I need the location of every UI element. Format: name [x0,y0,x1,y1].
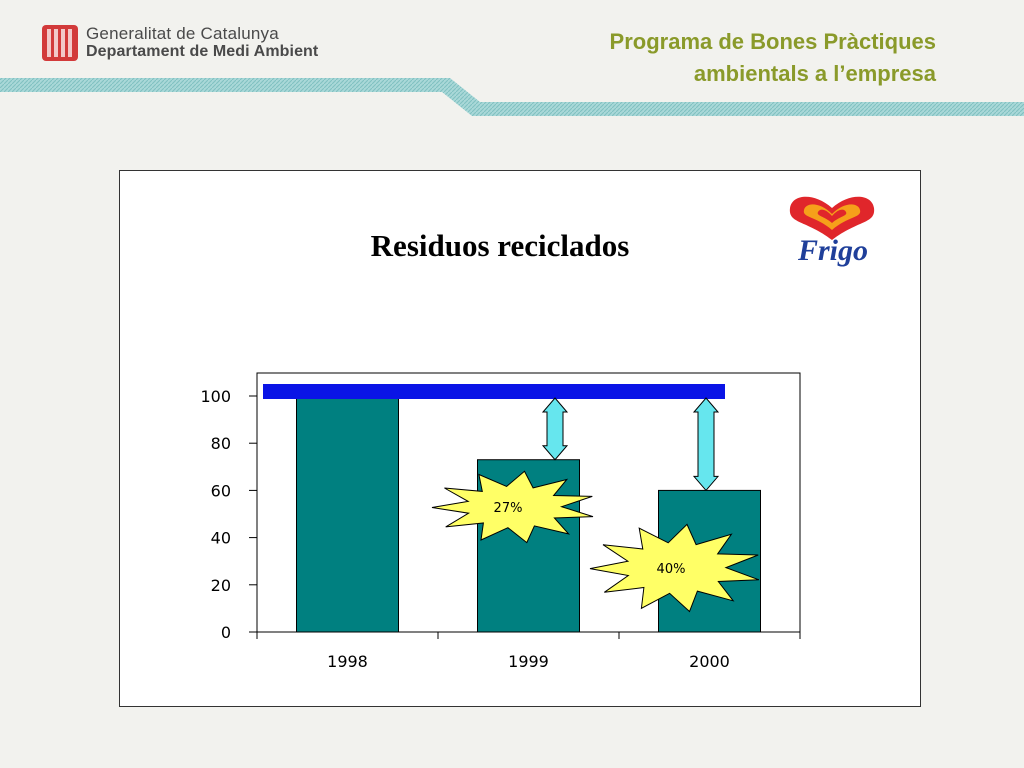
generalitat-name: Generalitat de Catalunya [86,24,279,43]
chart-title: Residuos reciclados [370,228,630,263]
department-name: Departament de Medi Ambient [86,43,319,60]
y-tick-label: 20 [210,575,231,595]
x-tick-label: 1999 [508,652,549,671]
y-tick-label: 40 [210,528,231,548]
x-tick-label: 1998 [327,652,368,671]
program-title-line2: ambientals a l’empresa [693,61,936,86]
bar-1998 [297,396,399,632]
callout-label-2000: 40% [656,562,686,577]
y-tick-label: 100 [200,387,231,406]
reduction-arrow-1999 [543,398,567,460]
y-tick-label: 0 [220,623,231,642]
program-title-line1: Programa de Bones Pràctiques [609,29,936,54]
brand-name: Frigo [798,234,869,267]
callout-label-1999: 27% [493,501,523,516]
reduction-arrow-2000 [694,398,718,490]
x-tick-label: 2000 [689,652,730,671]
reference-bar [263,384,725,399]
y-tick-label: 60 [210,481,231,501]
y-tick-label: 80 [210,434,231,454]
